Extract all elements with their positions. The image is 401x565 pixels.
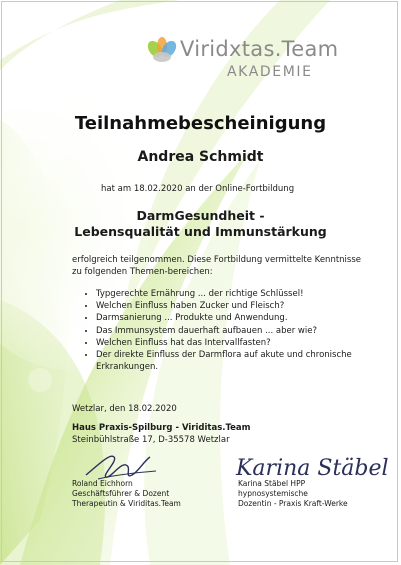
list-item: • Welchen Einfluss haben Zucker und Fleisch? bbox=[96, 300, 386, 312]
list-item: • Das Immunsystem dauerhaft aufbauen ... aber wie? bbox=[96, 325, 386, 337]
logo bbox=[145, 37, 355, 83]
organization-name: Haus Praxis-Spilburg - Viriditas.Team bbox=[72, 423, 251, 433]
logo-subtitle: AKADEMIE bbox=[227, 64, 313, 80]
topics-list bbox=[86, 288, 386, 373]
list-item: • Typgerechte Ernährung ... der richtige Schlüssel! bbox=[96, 288, 386, 300]
signature-2-name: Karina Stäbel HPP bbox=[238, 479, 306, 488]
certificate-title: Teilnahmebescheinigung bbox=[74, 113, 327, 134]
course-title-line1: DarmGesundheit - bbox=[136, 208, 265, 223]
completion-text: erfolgreich teilgenommen. Diese Fortbildung vermittelte Kenntnisse zu folgenden Themen-bereichen: bbox=[72, 255, 361, 277]
signature-2-role-1: hypnosystemische bbox=[238, 489, 308, 498]
list-item: • Welchen Einfluss hat das Intervallfasten? bbox=[96, 337, 386, 349]
flower-icon bbox=[145, 37, 179, 67]
list-item: • Der direkte Einfluss der Darmflora auf akute und chronische Erkrankungen. bbox=[96, 349, 386, 373]
signature-1 bbox=[72, 479, 181, 509]
signature-2 bbox=[238, 479, 348, 509]
signature-1-name: Roland Eichhorn bbox=[72, 479, 133, 488]
logo-name: Viridxtas.Team bbox=[180, 37, 339, 61]
place-date: Wetzlar, den 18.02.2020 bbox=[72, 404, 177, 414]
signature-1-role-2: Therapeutin & Viriditas.Team bbox=[72, 499, 181, 508]
svg-text:Karina Stäbel: Karina Stäbel bbox=[236, 456, 389, 481]
intro-text: hat am 18.02.2020 an der Online-Fortbildung bbox=[101, 184, 295, 194]
signature-1-role-1: Geschäftsführer & Dozent bbox=[72, 489, 170, 498]
course-title-line2: Lebensqualität und Immunstärkung bbox=[74, 224, 327, 239]
signature-2-role-2: Dozentin - Praxis Kraft-Werke bbox=[238, 499, 348, 508]
organization-address: Steinbühlstraße 17, D-35578 Wetzlar bbox=[72, 435, 230, 445]
participant-name: Andrea Schmidt bbox=[137, 149, 264, 165]
course-title bbox=[0, 208, 401, 240]
list-item: • Darmsanierung ... Produkte und Anwendung. bbox=[96, 312, 386, 324]
